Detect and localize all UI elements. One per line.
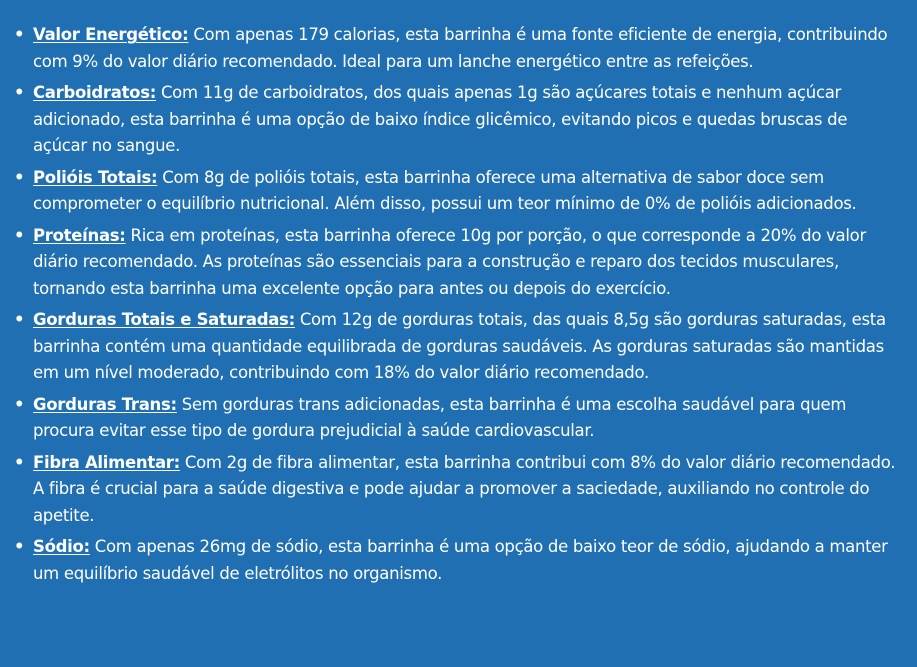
list-item-proteinas [14,223,903,303]
item-text: Com 2g de fibra alimentar, esta barrinha contribui com 8% do valor diário recomendado. A fibra é crucial para a saúde digestiva e pode ajudar a promover a saciedade, auxiliando no controle do apetite. [33,452,896,525]
list-item-gorduras-trans [14,392,903,445]
bullet-icon: • [14,167,25,187]
item-label: Valor Energético: [33,25,189,44]
item-text: Sem gorduras trans adicionadas, esta barrinha é uma escolha saudável para quem procura evitar esse tipo de gordura prejudicial à saúde cardiovascular. [33,394,847,440]
item-label: Proteínas: [33,225,126,245]
item-label: Gorduras Totais e Saturadas: [33,310,295,329]
list-item-carboidratos [14,80,903,160]
item-label: Polióis Totais: [33,167,158,187]
list-item-poliois-totais [14,165,903,218]
item-label: Carboidratos: [33,83,157,102]
list-item-fibra-alimentar [14,450,903,530]
bullet-icon: • [14,83,25,102]
item-text: Rica em proteínas, esta barrinha oferece 10g por porção, o que corresponde a 20% do valor diário recomendado. As proteínas são essenciais para a construção e reparo dos tecidos musculares, tornando esta barrinha uma excelente opção para antes ou depois do exercício. [33,225,866,298]
bullet-icon: • [14,310,25,329]
item-text: Com 8g de polióis totais, esta barrinha oferece uma alternativa de sabor doce sem comprometer o equilíbrio nutricional. Além disso, possui um teor mínimo de 0% de polióis adicionados. [33,167,857,213]
item-label: Fibra Alimentar: [33,452,180,472]
bullet-icon: • [14,25,25,44]
item-label: Gorduras Trans: [33,394,177,414]
list-item-gorduras-totais-saturadas [14,307,903,387]
list-item-valor-energetico [14,22,903,75]
list-item-sodio [14,534,903,587]
item-text: Com apenas 179 calorias, esta barrinha é uma fonte eficiente de energia, contribuindo com 9% do valor diário recomendado. Ideal para um lanche energético entre as refeições. [33,25,888,71]
bullet-icon: • [14,452,25,472]
bullet-icon: • [14,394,25,414]
item-text: Com 12g de gorduras totais, das quais 8,5g são gorduras saturadas, esta barrinha contém uma quantidade equilibrada de gorduras saudáveis. As gorduras saturadas são mantidas em um nível moderado, contribuindo com 18% do valor diário recomendado. [33,310,886,382]
item-text: Com apenas 26mg de sódio, esta barrinha é uma opção de baixo teor de sódio, ajudando a manter um equilíbrio saudável de eletrólitos no organismo. [33,537,888,583]
item-text: Com 11g de carboidratos, dos quais apenas 1g são açúcares totais e nenhum açúcar adicionado, esta barrinha é uma opção de baixo índice glicêmico, evitando picos e quedas bruscas de açúcar no sangue. [33,83,848,155]
nutrition-list [14,22,903,587]
bullet-icon: • [14,537,25,556]
bullet-icon: • [14,225,25,245]
item-label: Sódio: [33,537,90,556]
